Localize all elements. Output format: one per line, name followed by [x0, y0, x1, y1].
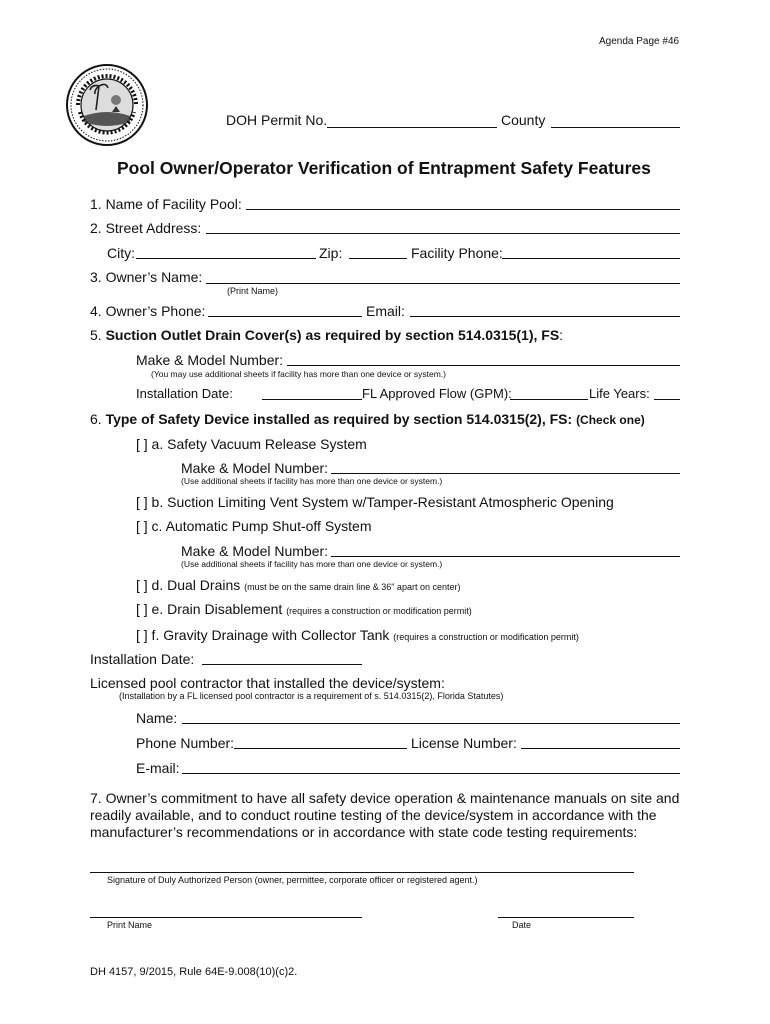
email-field[interactable] — [410, 316, 680, 317]
contractor-heading: Licensed pool contractor that installed the device/system: — [90, 675, 445, 691]
license-number-field[interactable] — [521, 748, 680, 749]
doh-permit-field[interactable] — [327, 127, 497, 128]
city-label: City: — [107, 245, 135, 261]
street-address-label: 2. Street Address: — [90, 220, 202, 236]
owners-name-label: 3. Owner’s Name: — [90, 269, 203, 285]
print-name-label: Print Name — [107, 920, 153, 930]
option-f-gravity-drainage[interactable]: [ ] f. Gravity Drainage with Collector Tank (requires a construction or modification permit) — [136, 627, 579, 643]
fl-approved-flow-field[interactable] — [510, 399, 588, 400]
contractor-name-label: Name: — [136, 710, 178, 726]
contractor-name-field[interactable] — [182, 723, 680, 724]
contractor-phone-label: Phone Number: — [136, 735, 235, 751]
street-address-field[interactable] — [206, 233, 680, 234]
option-b-suction-limiting-vent[interactable]: [ ] b. Suction Limiting Vent System w/Tamper-Resistant Atmospheric Opening — [136, 494, 614, 510]
installation-date-field[interactable] — [202, 664, 362, 665]
life-years-label: Life Years: — [589, 386, 650, 401]
florida-state-seal-logo — [66, 64, 148, 146]
email-label: Email: — [366, 303, 405, 319]
section-5-install-date-label: Installation Date: — [136, 386, 233, 401]
contractor-note: (Installation by a FL licensed pool contractor is a requirement of s. 514.0315(2), Florida Statutes) — [119, 691, 504, 701]
county-label: County — [501, 112, 546, 128]
license-number-label: License Number: — [411, 735, 517, 751]
signature-line[interactable] — [90, 872, 634, 873]
owners-phone-field[interactable] — [208, 316, 362, 317]
contractor-phone-field[interactable] — [234, 748, 407, 749]
date-line[interactable] — [498, 917, 634, 918]
date-label: Date — [512, 920, 532, 930]
city-field[interactable] — [136, 258, 316, 259]
section-7-commitment: 7. Owner’s commitment to have all safety device operation & maintenance manuals on site and readily available, and to conduct routine testing of the device/system in accordance with the manufacturer’s recommendations or in accordance with state code testing requirements: — [90, 790, 680, 840]
facility-pool-label: 1. Name of Facility Pool: — [90, 196, 242, 212]
fl-approved-flow-label: FL Approved Flow (GPM): — [362, 386, 512, 401]
option-a-make-model-field[interactable] — [331, 473, 680, 474]
facility-pool-field[interactable] — [246, 209, 680, 210]
option-a-safety-vacuum[interactable]: [ ] a. Safety Vacuum Release System — [136, 436, 367, 452]
form-title: Pool Owner/Operator Verification of Entrapment Safety Features — [117, 158, 651, 178]
section-5-make-model-field[interactable] — [287, 365, 680, 366]
county-field[interactable] — [551, 127, 680, 128]
section-5-note: (You may use additional sheets if facility has more than one device or system.) — [151, 369, 446, 379]
print-name-line[interactable] — [90, 917, 362, 918]
section-5-install-date-field[interactable] — [262, 399, 362, 400]
section-5-make-model-label: Make & Model Number: — [136, 352, 284, 368]
life-years-field[interactable] — [654, 399, 680, 400]
option-a-make-model-label: Make & Model Number: — [181, 460, 329, 476]
option-a-note: (Use additional sheets if facility has more than one device or system.) — [181, 476, 443, 486]
facility-phone-label: Facility Phone: — [411, 245, 503, 261]
installation-date-label: Installation Date: — [90, 651, 195, 667]
agenda-page-number: Agenda Page #46 — [599, 36, 680, 47]
option-c-note: (Use additional sheets if facility has more than one device or system.) — [181, 559, 443, 569]
owners-name-field[interactable] — [206, 283, 680, 284]
section-6-heading: 6. Type of Safety Device installed as required by section 514.0315(2), FS: (Check one) — [90, 411, 645, 427]
option-c-make-model-field[interactable] — [331, 556, 680, 557]
doh-permit-label: DOH Permit No. — [226, 112, 328, 128]
zip-label: Zip: — [319, 245, 343, 261]
option-d-dual-drains[interactable]: [ ] d. Dual Drains (must be on the same drain line & 36" apart on center) — [136, 577, 461, 593]
option-e-drain-disablement[interactable]: [ ] e. Drain Disablement (requires a construction or modification permit) — [136, 601, 472, 617]
form-footer: DH 4157, 9/2015, Rule 64E-9.008(10)(c)2. — [90, 966, 298, 978]
contractor-email-field[interactable] — [182, 773, 680, 774]
contractor-email-label: E-mail: — [136, 760, 180, 776]
zip-field[interactable] — [349, 258, 407, 259]
facility-phone-field[interactable] — [502, 258, 680, 259]
signature-label: Signature of Duly Authorized Person (owner, permittee, corporate officer or registered agent.) — [107, 875, 478, 885]
owners-phone-label: 4. Owner’s Phone: — [90, 303, 206, 319]
section-5-heading: 5. Suction Outlet Drain Cover(s) as required by section 514.0315(1), FS: — [90, 327, 564, 343]
option-c-make-model-label: Make & Model Number: — [181, 543, 329, 559]
print-name-hint: (Print Name) — [227, 286, 279, 296]
option-c-pump-shutoff[interactable]: [ ] c. Automatic Pump Shut-off System — [136, 518, 372, 534]
